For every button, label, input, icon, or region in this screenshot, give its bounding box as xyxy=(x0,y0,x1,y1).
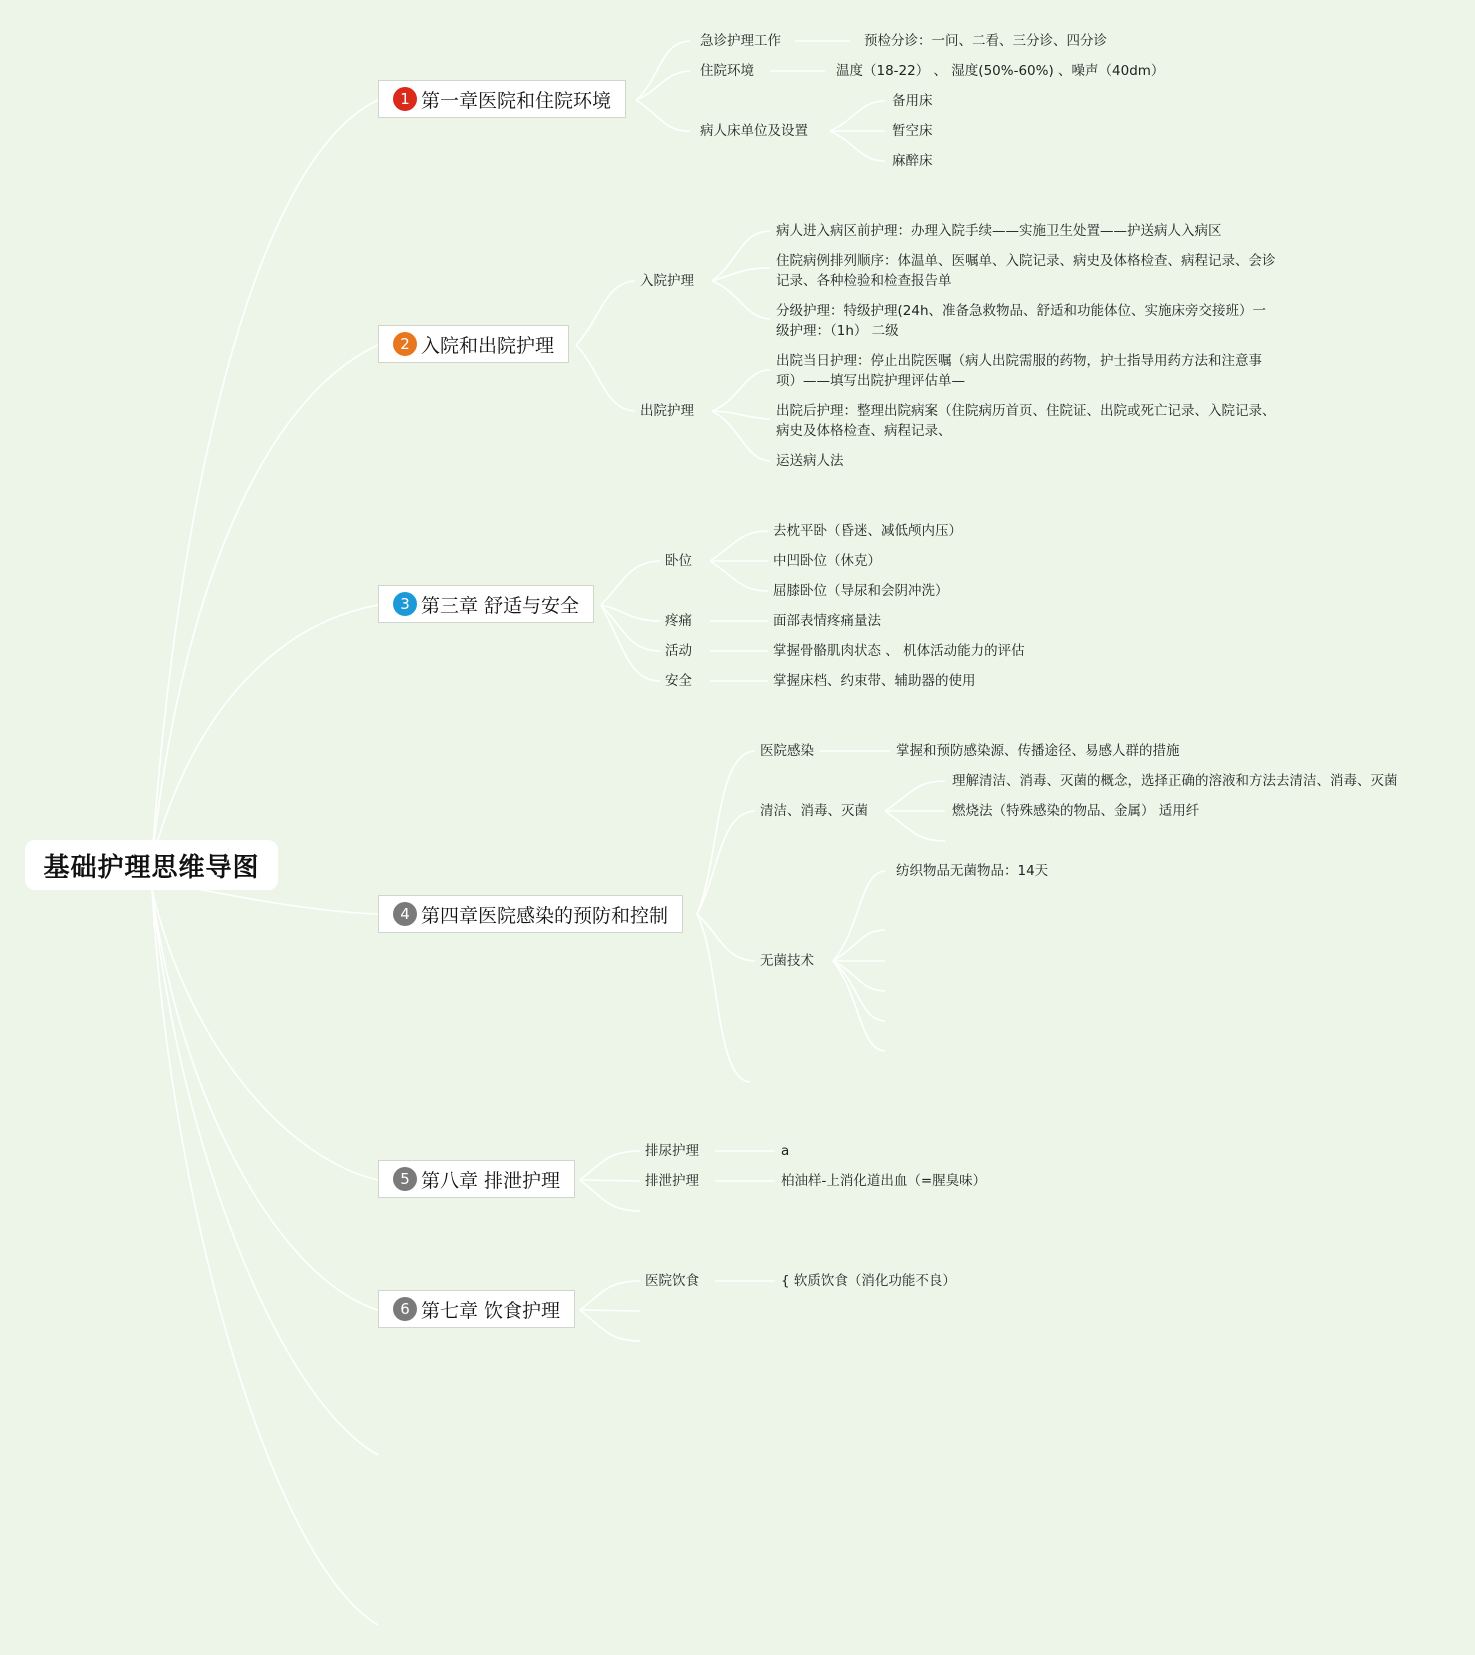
link-ch3-a3 xyxy=(710,561,768,591)
ch6-topic-diet[interactable]: 医院饮食 xyxy=(645,1273,699,1289)
ch4-topic-disinfection[interactable]: 清洁、消毒、灭菌 xyxy=(760,803,868,819)
ch3-position-item[interactable]: 屈膝卧位（导尿和会阴冲洗） xyxy=(773,583,949,599)
link-ch2-a3 xyxy=(712,281,770,319)
number-badge-icon: 4 xyxy=(393,902,417,926)
ch3-topic-position[interactable]: 卧位 xyxy=(665,553,692,569)
ch4-infection-item[interactable]: 掌握和预防感染源、传播途径、易感人群的措施 xyxy=(896,743,1180,759)
link-ch4-b xyxy=(697,811,755,914)
link-root-ch5 xyxy=(152,890,378,1180)
ch3-pain-item[interactable]: 面部表情疼痛量法 xyxy=(773,613,881,629)
link-ch4-c1 xyxy=(833,871,885,961)
chapter-5-node[interactable] xyxy=(378,1160,575,1198)
link-ch5-b xyxy=(580,1180,640,1181)
chapter-4-node[interactable] xyxy=(378,895,683,933)
ch1-bed-item[interactable]: 麻醉床 xyxy=(892,153,933,169)
link-root-extra-2 xyxy=(152,890,378,1625)
link-ch4-c6 xyxy=(833,961,885,1051)
link-ch5-a xyxy=(580,1151,640,1180)
link-ch3-d xyxy=(601,605,660,681)
link-ch3-b xyxy=(601,605,660,621)
number-badge-icon: 3 xyxy=(393,592,417,616)
ch1-topic-emergency[interactable]: 急诊护理工作 xyxy=(700,33,781,49)
chapter-6-label: 第七章 饮食护理 xyxy=(421,1299,561,1322)
link-root-ch3 xyxy=(152,605,378,860)
chapter-2-label: 入院和出院护理 xyxy=(421,334,555,357)
link-ch4-c xyxy=(697,914,755,961)
ch3-topic-safety[interactable]: 安全 xyxy=(665,673,692,689)
link-ch6-a xyxy=(580,1281,640,1310)
chapter-1-node[interactable] xyxy=(378,80,626,118)
number-badge-icon: 1 xyxy=(393,87,417,111)
chapter-6-node[interactable] xyxy=(378,1290,575,1328)
chapter-3-label: 第三章 舒适与安全 xyxy=(421,594,580,617)
link-ch1-c xyxy=(636,100,690,131)
ch4-disinfection-item[interactable]: 燃烧法（特殊感染的物品、金属） 适用纤 xyxy=(952,803,1200,819)
ch5-urination-item[interactable]: a xyxy=(781,1143,790,1159)
ch2-topic-discharge[interactable]: 出院护理 xyxy=(640,403,694,419)
ch2-admission-item[interactable]: 病人进入病区前护理：办理入院手续——实施卫生处置——护送病人入病区 xyxy=(776,223,1222,239)
number-badge-icon: 6 xyxy=(393,1297,417,1321)
ch4-topic-aseptic[interactable]: 无菌技术 xyxy=(760,953,814,969)
chapter-3-node[interactable] xyxy=(378,585,594,623)
link-ch1-b xyxy=(636,71,690,100)
link-ch4-c5 xyxy=(833,961,885,1021)
link-ch2-b2 xyxy=(712,411,770,419)
ch3-topic-pain[interactable]: 疼痛 xyxy=(665,613,692,629)
link-ch4-c4 xyxy=(833,961,885,991)
ch3-safety-item[interactable]: 掌握床档、约束带、辅助器的使用 xyxy=(773,673,976,689)
ch5-topic-urination[interactable]: 排尿护理 xyxy=(645,1143,699,1159)
link-ch1-bed-1 xyxy=(830,101,885,131)
link-ch4-d xyxy=(697,914,750,1082)
link-ch2-a xyxy=(576,281,635,345)
ch4-disinfection-item[interactable]: 理解清洁、消毒、灭菌的概念，选择正确的溶液和方法去清洁、消毒、灭菌 xyxy=(952,773,1398,789)
ch2-admission-item[interactable]: 分级护理：特级护理(24h、准备急救物品、舒适和功能体位、实施床旁交接班）一级护理：（1h） 二级 xyxy=(776,303,1267,339)
ch1-topic-environment[interactable]: 住院环境 xyxy=(700,63,754,79)
link-ch2-b xyxy=(576,345,635,411)
number-badge-icon: 5 xyxy=(393,1167,417,1191)
ch3-activity-item[interactable]: 掌握骨骼肌肉状态 、 机体活动能力的评估 xyxy=(773,643,1025,659)
link-ch3-c xyxy=(601,605,660,651)
ch1-detail-triage[interactable]: 预检分诊：一问、二看、三分诊、四分诊 xyxy=(864,33,1107,49)
link-root-ch6 xyxy=(152,890,378,1310)
link-root-ch2 xyxy=(152,345,378,860)
ch5-excretion-item[interactable]: 柏油样-上消化道出血（=腥臭味） xyxy=(781,1173,987,1189)
ch4-aseptic-item[interactable]: 纺织物品无菌物品：14天 xyxy=(896,863,1049,879)
link-ch1-bed-3 xyxy=(830,131,885,161)
ch5-topic-excretion[interactable]: 排泄护理 xyxy=(645,1173,699,1189)
chapter-5-label: 第八章 排泄护理 xyxy=(421,1169,561,1192)
link-ch1-a xyxy=(636,41,690,100)
link-ch2-b1 xyxy=(712,370,770,411)
ch2-discharge-item[interactable]: 运送病人法 xyxy=(776,453,844,469)
ch2-discharge-item[interactable]: 出院当日护理：停止出院医嘱（病人出院需服的药物，护士指导用药方法和注意事项）——填写出院护理评估单— xyxy=(776,353,1262,389)
ch4-topic-infection[interactable]: 医院感染 xyxy=(760,743,814,759)
ch1-topic-bed-unit[interactable]: 病人床单位及设置 xyxy=(700,123,808,139)
ch1-bed-item[interactable]: 备用床 xyxy=(892,93,933,109)
chapter-4-label: 第四章医院感染的预防和控制 xyxy=(421,904,669,927)
link-ch3-a1 xyxy=(710,531,768,561)
ch2-admission-item[interactable]: 住院病例排列顺序：体温单、医嘱单、入院记录、病史及体格检查、病程记录、会诊记录、各种检验和检查报告单 xyxy=(776,253,1276,289)
link-root-ch1 xyxy=(152,100,378,860)
link-ch6-b xyxy=(580,1310,640,1311)
ch6-diet-item[interactable]: { 软质饮食（消化功能不良） xyxy=(781,1273,956,1289)
ch3-position-item[interactable]: 中凹卧位（休克） xyxy=(773,553,881,569)
chapter-1-label: 第一章医院和住院环境 xyxy=(421,89,612,112)
link-ch2-b3 xyxy=(712,411,770,461)
ch3-position-item[interactable]: 去枕平卧（昏迷、减低颅内压） xyxy=(773,523,962,539)
ch2-topic-admission[interactable]: 入院护理 xyxy=(640,273,694,289)
link-ch4-b1 xyxy=(885,781,945,811)
ch2-discharge-item[interactable]: 出院后护理：整理出院病案（住院病历首页、住院证、出院或死亡记录、入院记录、病史及体格检查、病程记录、 xyxy=(776,403,1276,439)
link-ch5-c xyxy=(580,1180,640,1211)
link-ch6-c xyxy=(580,1310,640,1341)
chapter-2-node[interactable] xyxy=(378,325,569,363)
link-ch4-a xyxy=(697,751,755,914)
link-ch2-a1 xyxy=(712,231,770,281)
ch1-bed-item[interactable]: 暂空床 xyxy=(892,123,933,139)
link-ch4-b3 xyxy=(885,811,945,841)
root-topic[interactable]: 基础护理思维导图 xyxy=(25,840,278,890)
link-ch3-a xyxy=(601,561,660,605)
link-root-extra-1 xyxy=(152,890,378,1455)
link-ch4-c2 xyxy=(833,930,885,961)
number-badge-icon: 2 xyxy=(393,332,417,356)
ch1-detail-environment[interactable]: 温度（18-22） 、 湿度(50%-60%) 、噪声（40dm） xyxy=(836,63,1165,79)
link-ch2-a2 xyxy=(712,268,770,281)
ch3-topic-activity[interactable]: 活动 xyxy=(665,643,692,659)
